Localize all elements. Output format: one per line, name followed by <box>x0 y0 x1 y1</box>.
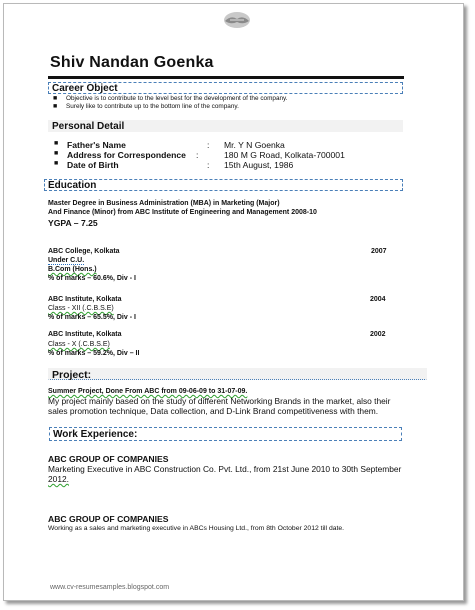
address-label: ■ Address for Correspondence <box>67 150 186 160</box>
mba-line2: And Finance (Minor) from ABC Institute of Engineering and Management 2008-10 <box>48 209 317 216</box>
section-work-experience: Work Experience: <box>49 427 402 441</box>
work-company: ABC GROUP OF COMPANIES <box>48 514 169 524</box>
father-label: ■ Father's Name <box>67 140 126 150</box>
edu-year: 2002 <box>370 331 386 338</box>
career-item: ■ Surely like to contribute up to the bottom line of the company. <box>66 103 239 111</box>
footer-url: www.cv-resumesamples.blogspot.com <box>50 584 170 591</box>
edu-degree: B.Com (Hons.) <box>48 266 97 273</box>
mba-line1: Master Degree in Business Administration (MBA) in Marketing (Major) <box>48 200 280 207</box>
edu-year: 2004 <box>370 296 386 303</box>
dob-label: ■ Date of Birth <box>67 160 119 170</box>
edu-school: ABC Institute, Kolkata <box>48 331 122 338</box>
handshake-icon <box>222 9 252 31</box>
section-project: Project: <box>48 368 427 380</box>
career-item: ■ Objective is to contribute to the level best for the development of the company. <box>66 95 288 103</box>
edu-class: Class - XII (.C.B.S.E) <box>48 305 114 312</box>
section-personal-detail: Personal Detail <box>48 120 403 132</box>
work-role-line2: 2012. <box>48 474 69 484</box>
project-title: Summer Project, Done From ABC from 09-06-09 to 31-07-09. <box>48 388 248 395</box>
edu-class: Class - X (.C.B.S.E) <box>48 341 110 348</box>
section-education: Education <box>44 179 403 191</box>
father-value: Mr. Y N Goenka <box>224 140 285 150</box>
colon: : <box>207 160 210 170</box>
name-underline <box>48 76 404 79</box>
edu-school: ABC College, Kolkata <box>48 248 120 255</box>
edu-university: Under C.U. <box>48 257 85 264</box>
colon: : <box>196 150 199 160</box>
dob-value: 15th August, 1986 <box>224 160 294 170</box>
project-desc-line2: sales promotion technique, Data collection, and D-Link Brand competitiveness with them. <box>48 406 379 416</box>
edu-marks: % of marks – 59.2%, Div – II <box>48 350 140 357</box>
mba-ygpa: YGPA – 7.25 <box>48 218 98 228</box>
edu-school: ABC Institute, Kolkata <box>48 296 122 303</box>
resume-page <box>3 3 464 601</box>
work-role: Working as a sales and marketing executive in ABCs Housing Ltd., from 8th October 2012 till date. <box>48 525 345 532</box>
resume-name: Shiv Nandan Goenka <box>50 54 214 71</box>
work-company: ABC GROUP OF COMPANIES <box>48 454 169 464</box>
edu-marks: % of marks – 60.6%, Div - I <box>48 275 136 282</box>
edu-year: 2007 <box>371 248 387 255</box>
work-role-line1: Marketing Executive in ABC Construction Co. Pvt. Ltd., from 21st June 2010 to 30th September <box>48 464 402 474</box>
colon: : <box>207 140 210 150</box>
address-value: 180 M G Road, Kolkata-700001 <box>224 150 345 160</box>
section-career-object: Career Object <box>48 82 403 94</box>
project-desc-line1: My project mainly based on the study of different Networking Brands in the market, also their <box>48 396 391 406</box>
edu-marks: % of marks – 65.5%, Div - I <box>48 314 136 321</box>
